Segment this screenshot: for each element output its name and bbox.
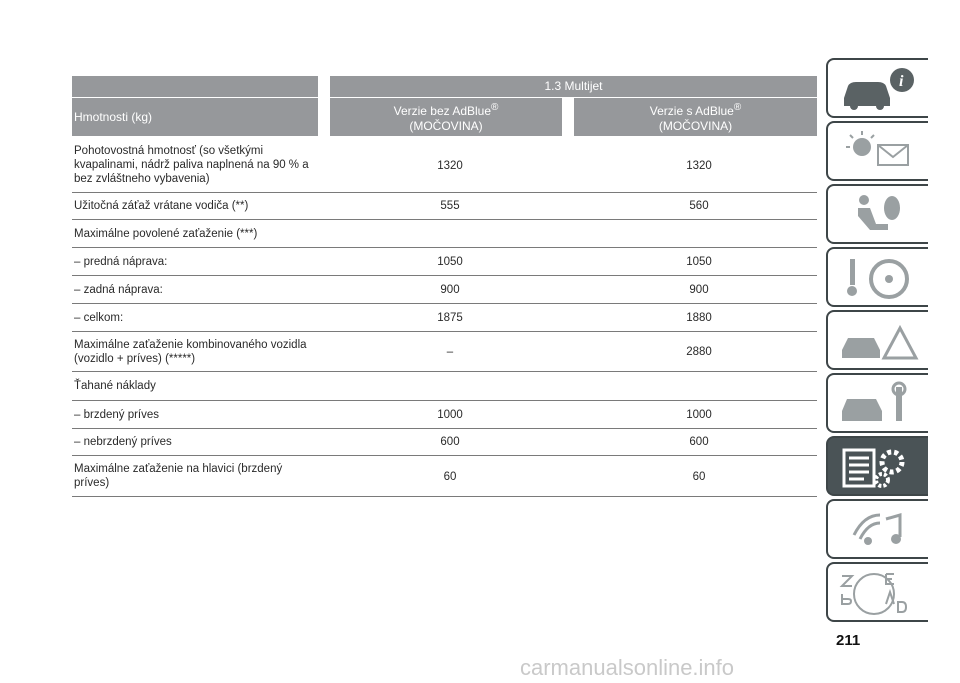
table-row [72,220,817,248]
table-row [72,276,817,304]
row-label: Pohotovostná hmotnosť (so všetkými kvapalinami, nádrž paliva naplnená na 90 % a bez zvláštneho vybavenia) [74,145,309,185]
svg-text:i: i [899,73,904,90]
alphabetical-index-icon [834,568,924,618]
tab-steering-key[interactable] [826,247,928,307]
value-with-adblue: 1000 [686,409,712,421]
value-without-adblue: 60 [443,471,457,483]
table-group-header [72,76,817,98]
column-title: Verzie s AdBlue [649,104,734,118]
row-label: – brzdený príves [74,409,160,421]
row-label: Maximálne zaťaženie kombinovaného vozidla (vozidlo + príves) (*****) [74,339,307,365]
row-label: – nebrzdený príves [74,436,172,448]
value-with-adblue: 1880 [686,312,712,324]
tab-technical-data[interactable] [826,436,928,496]
row-label: – celkom: [74,312,124,324]
table-row [72,304,817,332]
value-with-adblue: 600 [689,436,709,448]
tab-car-info[interactable] [826,58,928,118]
watermark: carmanualsonline.info [520,655,735,680]
row-label: Ťahané náklady [74,380,156,392]
row-header: Hmotnosti (kg) [74,110,153,124]
tab-alphabetical-index[interactable] [826,562,928,622]
value-without-adblue: 1875 [437,312,463,324]
column-subtitle: (MOČOVINA) [409,119,483,133]
row-label: Maximálne zaťaženie na hlavici (brzdený príves) [74,463,283,489]
row-label: – predná náprava: [74,256,168,268]
column-subtitle: (MOČOVINA) [658,119,733,133]
registered-mark: ® [733,102,742,113]
row-label: – zadná náprava: [74,284,163,296]
tab-seat-airbag[interactable] [826,184,928,244]
tab-warning-lights[interactable] [826,121,928,181]
header-gap [318,98,330,136]
tab-multimedia[interactable] [826,499,928,559]
value-without-adblue: 555 [440,200,460,212]
tab-car-maintenance[interactable] [826,373,928,433]
table-row [72,372,817,401]
header-gap [562,98,574,136]
value-with-adblue: 1050 [686,256,712,268]
emergency-icon [834,316,924,366]
table-row [72,401,817,429]
column-header-without-adblue [330,100,562,134]
table-row [72,193,817,220]
registered-mark: ® [491,102,499,113]
column-title: Verzie bez AdBlue [393,104,492,118]
table-row [72,429,817,456]
table-row [72,332,817,372]
value-with-adblue: 2880 [686,346,712,358]
value-without-adblue: 600 [440,436,460,448]
row-label: Užitočná záťaž vrátane vodiča (**) [74,200,249,212]
value-without-adblue: 1050 [437,256,463,268]
header-gap [318,76,330,97]
multimedia-icon [834,505,924,555]
car-maintenance-icon [834,379,924,429]
value-without-adblue: – [446,346,454,358]
engine-group-header: 1.3 Multijet [544,79,603,93]
value-without-adblue: 900 [440,284,460,296]
row-label: Maximálne povolené zaťaženie (***) [74,228,258,240]
value-with-adblue: 560 [689,200,709,212]
warning-lights-icon [834,127,924,177]
value-without-adblue: 1320 [437,160,463,172]
car-info-icon [834,64,924,114]
table-row [72,456,817,497]
table-row [72,136,817,193]
table-column-header [72,98,817,136]
table-row [72,248,817,276]
value-with-adblue: 900 [689,284,709,296]
steering-key-icon [834,253,924,303]
column-header-with-adblue [574,100,817,134]
page-number: 211 [836,632,861,649]
value-with-adblue: 60 [692,471,706,483]
seat-airbag-icon [834,190,924,240]
value-without-adblue: 1000 [437,409,463,421]
value-with-adblue: 1320 [686,160,712,172]
weights-table [72,76,817,497]
tab-emergency[interactable] [826,310,928,370]
technical-data-icon [834,442,924,492]
